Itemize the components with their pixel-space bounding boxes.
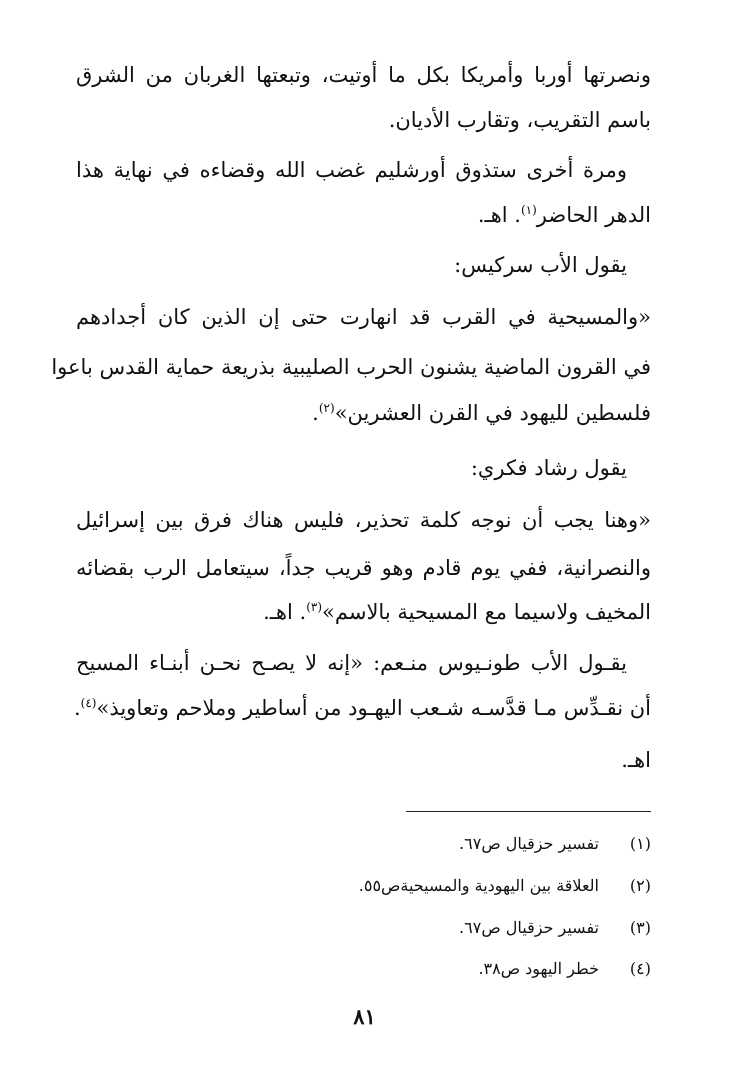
quote-line: «وهنا يجب أن نوجه كلمة تحذير، فليس هناك فرق بين إسرائيل	[76, 508, 651, 532]
line-text: فلسطين لليهود في القرن العشرين»	[334, 401, 651, 425]
line-text: الدهر الحاضر	[536, 203, 651, 227]
footnote-ref: (١)	[520, 203, 537, 217]
quote-line	[73, 688, 651, 728]
footnote-number: (٢)	[629, 876, 651, 895]
paragraph-line: اهـ.	[621, 748, 651, 772]
footnote	[359, 872, 651, 900]
quote-line: في القرون الماضية يشنون الحرب الصليبية بذريعة حماية القدس باعوا	[51, 355, 651, 379]
line-text: . اهـ.	[263, 600, 307, 624]
footnote-text: تفسير حزقيال ص٦٧.	[459, 834, 599, 853]
quote-line: يقـول الأب طونـيوس منـعم: «إنه لا يصـح نحـن أبنـاء المسيح	[76, 651, 627, 675]
quote-line: والنصرانية، ففي يوم قادم وهو قريب جداً، سيتعامل الرب بقضائه	[76, 556, 651, 580]
footnote-text: تفسير حزقيال ص٦٧.	[459, 918, 599, 937]
paragraph-line	[76, 195, 651, 235]
page-number: ٨١	[353, 1004, 376, 1029]
quote-line: «والمسيحية في القرب قد انهارت حتى إن الذين كان أجدادهم	[76, 305, 651, 329]
footnote-number: (٤)	[629, 959, 651, 978]
footnote-divider	[406, 811, 651, 812]
footnote	[459, 914, 651, 942]
quote-line	[76, 393, 651, 433]
quote-line	[76, 592, 651, 632]
footnote	[478, 955, 651, 983]
paragraph-line: باسم التقريب، وتقارب الأديان.	[388, 108, 651, 132]
footnote-ref: (٢)	[318, 401, 335, 415]
footnote-ref: (٤)	[80, 696, 97, 710]
paragraph-line: ومرة أخرى ستذوق أورشليم غضب الله وقضاءه في نهاية هذا	[76, 158, 628, 182]
footnote-number: (١)	[629, 834, 651, 853]
line-text: المخيف ولاسيما مع المسيحية بالاسم»	[322, 600, 651, 624]
footnote-ref: (٣)	[306, 600, 323, 614]
footnote-text: خطر اليهود ص٣٨.	[478, 959, 599, 978]
line-text: أن نقـدِّس مـا قدَّسـه شـعب اليهـود من أساطير وملاحم وتعاويذ»	[96, 696, 651, 720]
line-text: . اهـ.	[477, 203, 521, 227]
speaker-heading: يقول الأب سركيس:	[454, 253, 627, 277]
line-text: .	[73, 696, 81, 720]
footnote-text: العلاقة بين اليهودية والمسيحيةص٥٥.	[358, 876, 599, 895]
line-text: .	[312, 401, 319, 425]
footnote	[459, 830, 651, 858]
speaker-heading: يقول رشاد فكري:	[470, 456, 627, 480]
footnote-number: (٣)	[629, 918, 651, 937]
paragraph-line: ونصرتها أوربا وأمريكا بكل ما أوتيت، وتبعتها الغربان من الشرق	[76, 63, 651, 87]
